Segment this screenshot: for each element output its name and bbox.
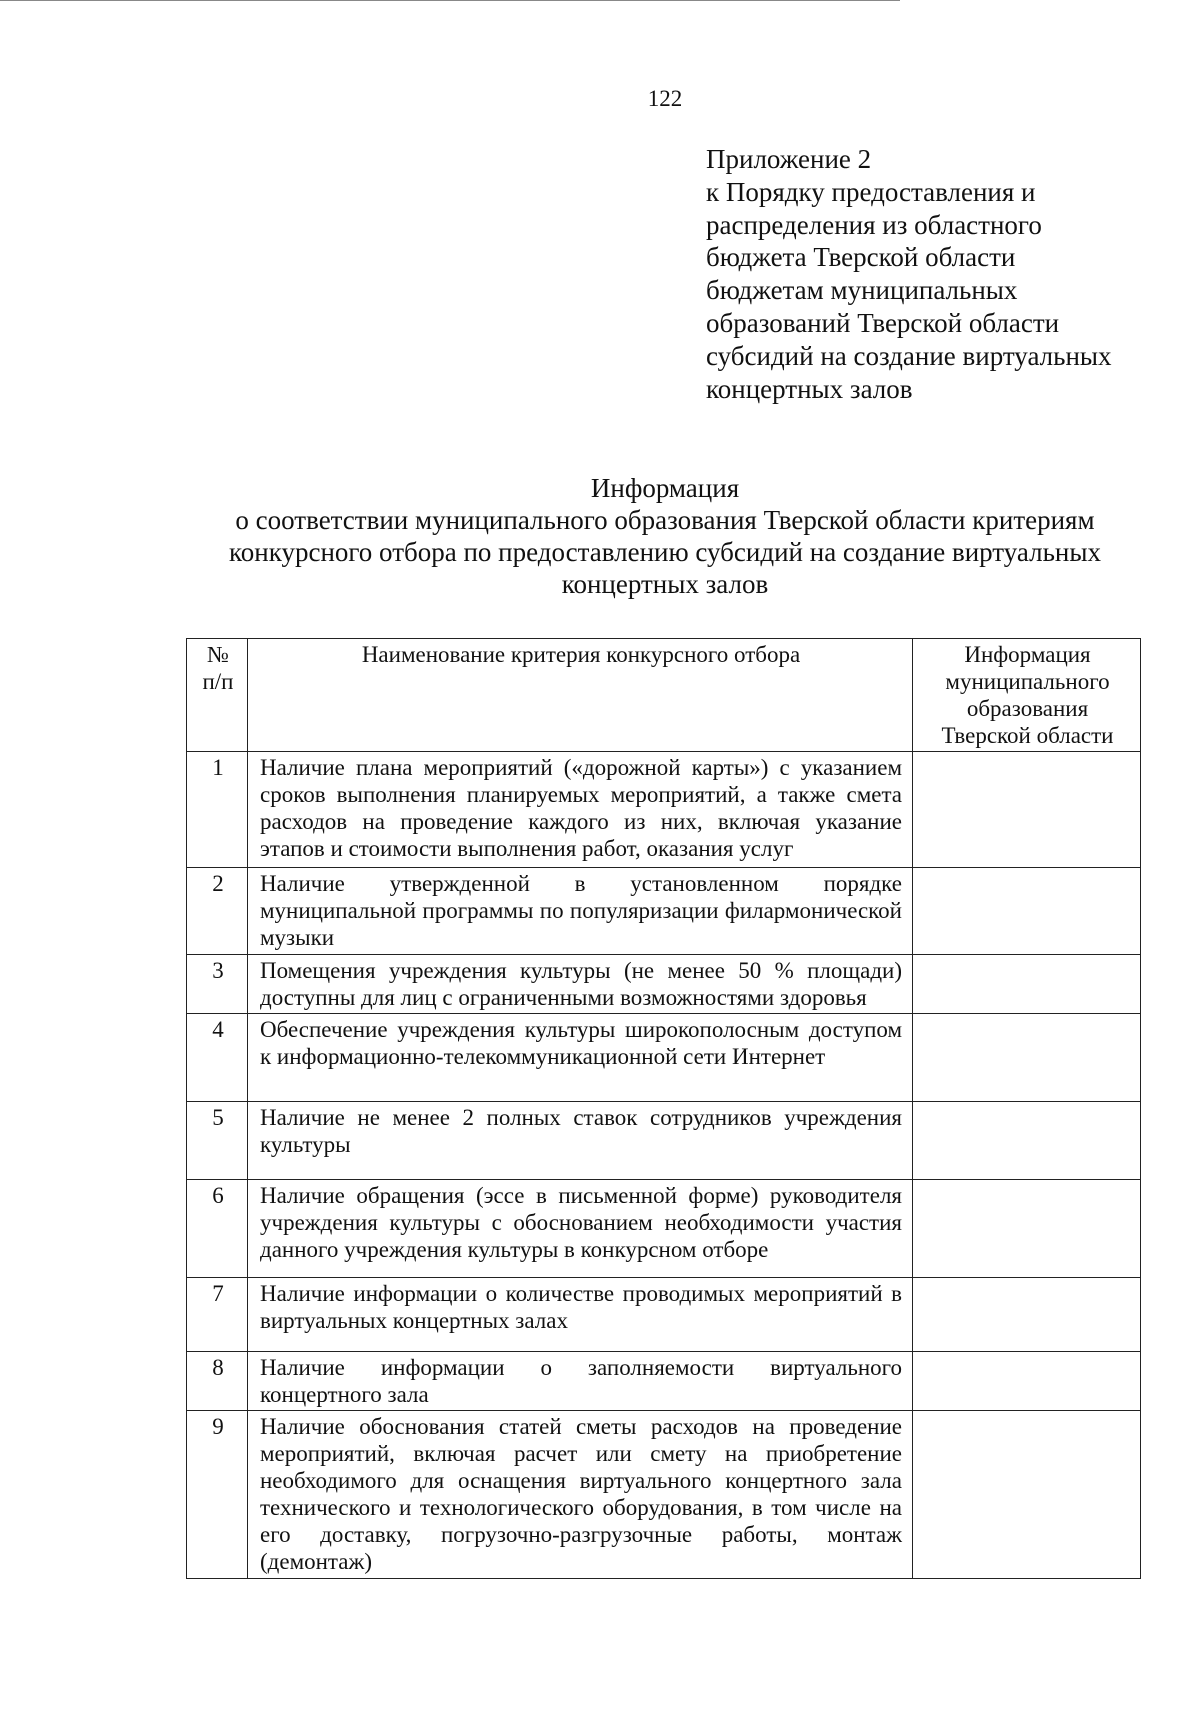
row-number: 5 [187, 1102, 248, 1180]
row-info-cell[interactable] [913, 1411, 1141, 1579]
table-row [187, 955, 1141, 1014]
row-info-cell[interactable] [913, 752, 1141, 868]
criteria-table [186, 638, 1141, 1579]
row-number: 3 [187, 955, 248, 1014]
table-row [187, 752, 1141, 868]
row-number: 9 [187, 1411, 248, 1579]
row-number: 7 [187, 1278, 248, 1352]
table-row [187, 1014, 1141, 1102]
appendix-line: концертных залов [706, 373, 913, 404]
appendix-line: к Порядку предоставления и [706, 176, 1036, 207]
appendix-line: распределения из областного [706, 209, 1042, 240]
row-criterion: Наличие обращения (эссе в письменной форме) руководителя учреждения культуры с обоснованием необходимости участия данного учреждения культуры в конкурсном отборе [248, 1180, 913, 1278]
row-criterion: Наличие обоснования статей сметы расходов на проведение мероприятий, включая расчет или смету на приобретение необходимого для оснащения виртуального концертного зала технического и технологического оборудования, в том числе на его доставку, погрузочно-разгрузочные работы, монтаж (демонтаж) [248, 1411, 913, 1579]
row-info-cell[interactable] [913, 868, 1141, 955]
header-criterion-name: Наименование критерия конкурсного отбора [248, 639, 913, 752]
title-subtitle-line: концертных залов [561, 569, 769, 599]
table-row [187, 1411, 1141, 1579]
row-number: 4 [187, 1014, 248, 1102]
row-info-cell[interactable] [913, 1180, 1141, 1278]
row-criterion: Наличие плана мероприятий («дорожной карты») с указанием сроков выполнения планируемых мероприятий, а также смета расходов на проведение каждого из них, включая указание этапов и стоимости выполнения работ, оказания услуг [248, 752, 913, 868]
table-row [187, 1352, 1141, 1411]
row-number: 2 [187, 868, 248, 955]
title-subtitle-line: о соответствии муниципального образования Тверской области критериям [235, 505, 1095, 535]
appendix-line: субсидий на создание виртуальных [706, 340, 1112, 371]
row-criterion: Наличие не менее 2 полных ставок сотрудников учреждения культуры [248, 1102, 913, 1180]
appendix-line: бюджета Тверской области [706, 242, 1016, 273]
row-number: 1 [187, 752, 248, 868]
appendix-line: Приложение 2 [706, 144, 872, 174]
appendix-note [706, 143, 1166, 405]
appendix-line: бюджетам муниципальных [706, 275, 1018, 306]
row-number: 8 [187, 1352, 248, 1411]
table-row [187, 868, 1141, 955]
page-number: 122 [647, 86, 683, 111]
row-criterion: Наличие утвержденной в установленном порядке муниципальной программы по популяризации филармонической музыки [248, 868, 913, 955]
row-info-cell[interactable] [913, 1278, 1141, 1352]
row-criterion: Наличие информации о заполняемости виртуального концертного зала [248, 1352, 913, 1411]
row-criterion: Обеспечение учреждения культуры широкополосным доступом к информационно-телекоммуникационной сети Интернет [248, 1014, 913, 1102]
row-info-cell[interactable] [913, 1102, 1141, 1180]
header-municipal-info: Информация муниципального образования Тверской области [913, 639, 1141, 752]
table-row [187, 1180, 1141, 1278]
table-row [187, 1278, 1141, 1352]
title-subtitle-line: конкурсного отбора по предоставлению субсидий на создание виртуальных [229, 537, 1101, 567]
appendix-line: образований Тверской области [706, 307, 1060, 338]
title-heading: Информация [590, 473, 740, 503]
row-info-cell[interactable] [913, 1352, 1141, 1411]
scan-edge-line [0, 0, 900, 1]
row-info-cell[interactable] [913, 955, 1141, 1014]
document-title [150, 472, 1180, 600]
row-criterion: Помещения учреждения культуры (не менее 50 % площади) доступны для лиц с ограниченными возможностями здоровья [248, 955, 913, 1014]
row-info-cell[interactable] [913, 1014, 1141, 1102]
header-number: № п/п [187, 639, 248, 752]
table-row [187, 1102, 1141, 1180]
row-number: 6 [187, 1180, 248, 1278]
row-criterion: Наличие информации о количестве проводимых мероприятий в виртуальных концертных залах [248, 1278, 913, 1352]
table-header-row [187, 639, 1141, 752]
